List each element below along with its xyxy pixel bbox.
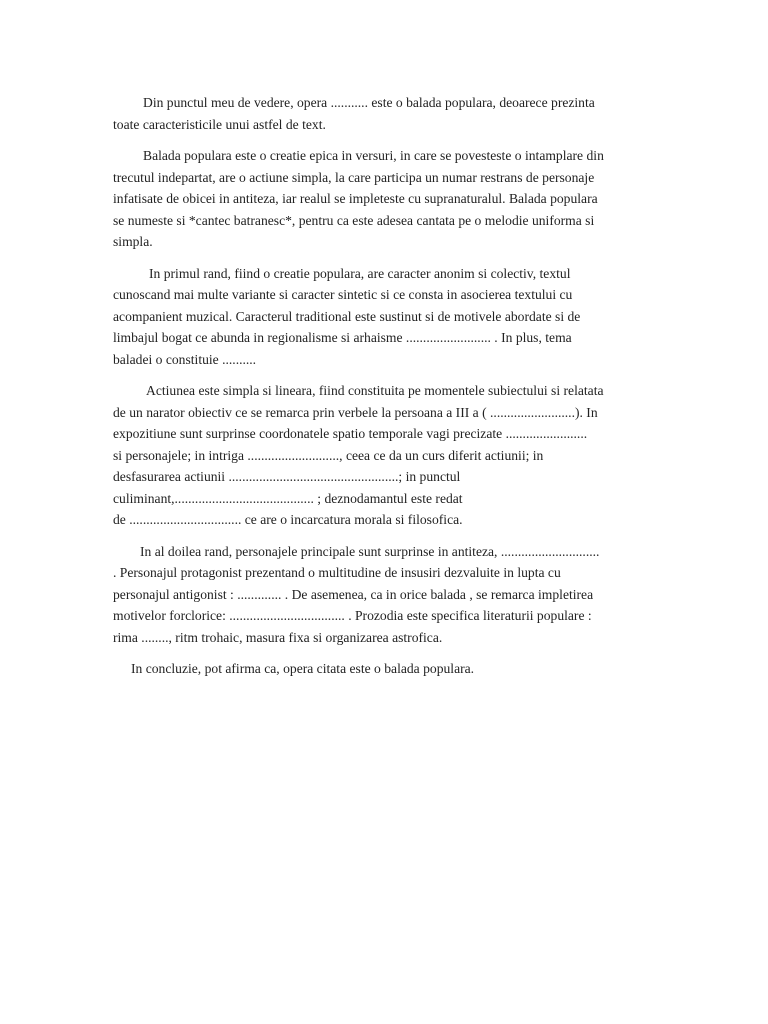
text-line: simpla. bbox=[113, 234, 153, 249]
text-line: se numeste si *cantec batranesc*, pentru ca este adesea cantata pe o melodie uniforma si bbox=[113, 212, 595, 228]
text-line: . Personajul protagonist prezentand o multitudine de insusiri dezvaluite in lupta cu bbox=[113, 565, 561, 580]
text-line: In al doilea rand, personajele principale sunt surprinse in antiteza, ............................. bbox=[140, 543, 600, 559]
text-line: Actiunea este simpla si lineara, fiind constituita pe momentele subiectului si relatata bbox=[146, 383, 604, 398]
text-line: acompanient muzical. Caracterul traditional este sustinut si de motivele abordate si de bbox=[113, 308, 581, 324]
text-line: trecutul indepartat, are o actiune simpla, la care participa un numar restrans de personaje bbox=[113, 169, 595, 185]
text-line: Balada populara este o creatie epica in versuri, in care se povesteste o intamplare din bbox=[143, 148, 604, 163]
paragraph bbox=[113, 658, 658, 680]
paragraph bbox=[113, 263, 658, 371]
text-line: cunoscand mai multe variante si caracter sintetic si ce consta in asocierea textului cu bbox=[113, 287, 573, 302]
text-line: personajul antigonist : ............. . De asemenea, ca in orice balada , se remarca impletirea bbox=[113, 586, 594, 602]
document-page bbox=[113, 92, 658, 680]
text-line: In primul rand, fiind o creatie populara, are caracter anonim si colectiv, textul bbox=[149, 265, 571, 281]
paragraph bbox=[113, 145, 658, 253]
text-line: motivelor forclorice: .................................. . Prozodia este specifica literaturii populare : bbox=[113, 608, 592, 623]
text-line: rima ........, ritm trohaic, masura fixa si organizarea astrofica. bbox=[113, 629, 443, 645]
text-line: infatisate de obicei in antiteza, iar realul se impleteste cu supranaturalul. Balada populara bbox=[113, 191, 598, 206]
text-line: de un narator obiectiv ce se remarca prin verbele la persoana a III a ( .........................). In bbox=[113, 404, 598, 420]
text-line: si personajele; in intriga ..........................., ceea ce da un curs diferit actiunii; in bbox=[113, 447, 544, 463]
paragraph bbox=[113, 541, 658, 649]
paragraph bbox=[113, 380, 658, 531]
text-line: In concluzie, pot afirma ca, opera citata este o balada populara. bbox=[131, 661, 475, 676]
text-line: baladei o constituie .......... bbox=[113, 351, 257, 367]
text-line: limbajul bogat ce abunda in regionalisme si arhaisme ......................... . In plus, tema bbox=[113, 330, 572, 345]
text-line: toate caracteristicile unui astfel de text. bbox=[113, 116, 326, 132]
text-line: de ................................. ce are o incarcatura morala si filosofica. bbox=[113, 512, 463, 527]
text-line: culiminant,......................................... ; deznodamantul este redat bbox=[113, 490, 463, 506]
text-line: Din punctul meu de vedere, opera ........... este o balada populara, deoarece prezinta bbox=[143, 95, 595, 110]
text-line: expozitiune sunt surprinse coordonatele spatio temporale vagi precizate ........................ bbox=[113, 426, 588, 441]
text-line: desfasurarea actiunii ..................................................; in punctul bbox=[113, 469, 461, 484]
paragraph bbox=[113, 92, 658, 135]
